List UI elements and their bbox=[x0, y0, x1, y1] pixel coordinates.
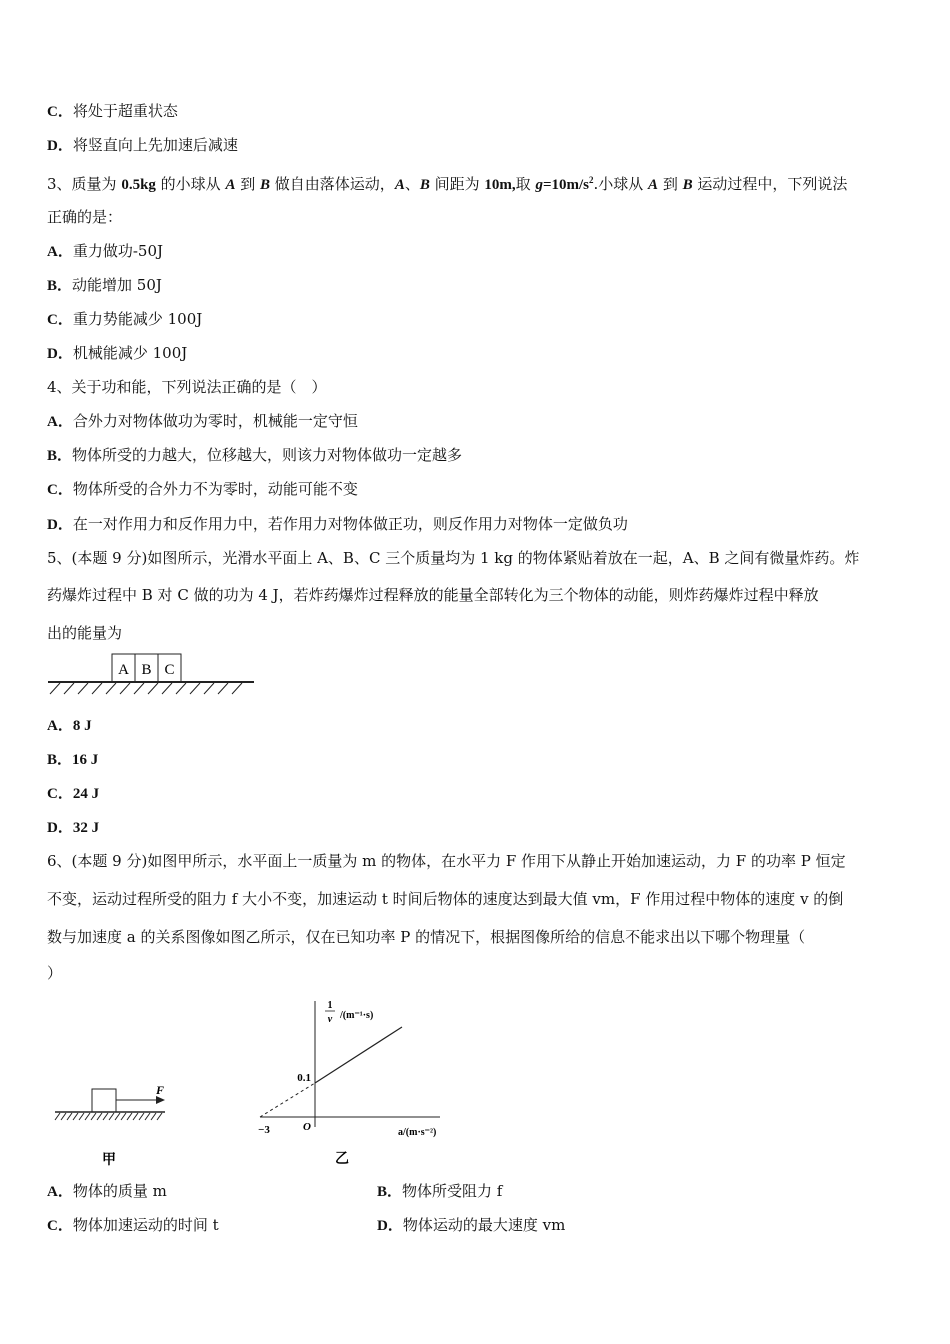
origin-label: O bbox=[303, 1121, 311, 1133]
q6-figure-yi bbox=[250, 995, 460, 1170]
q5-option-b: B．16 J bbox=[47, 752, 99, 768]
q5-option-a: A．8 J bbox=[47, 718, 92, 734]
graph-line-extension bbox=[260, 1083, 315, 1117]
q5-stem-line3: 出的能量为 bbox=[47, 624, 123, 642]
block-b-label: B bbox=[141, 662, 152, 678]
q6-stem-line3: 数与加速度 a 的关系图像如图乙所示，仅在已知功率 P 的情况下，根据图像所给的信息不能求出以下哪个物理量（ bbox=[47, 928, 806, 946]
y-label-numerator: 1 bbox=[327, 1000, 333, 1011]
q2-option-d: D．将竖直向上先加速后减速 bbox=[47, 136, 238, 154]
y-label-denominator: v bbox=[327, 1014, 333, 1025]
x-axis-label: a/(m·s⁻²) bbox=[398, 1127, 437, 1138]
q3-option-d: D．机械能减少 100J bbox=[47, 344, 188, 362]
q6-option-d: D．物体运动的最大速度 vm bbox=[377, 1216, 566, 1234]
q4-option-d: D．在一对作用力和反作用力中，若作用力对物体做正功，则反作用力对物体一定做负功 bbox=[47, 515, 628, 533]
q6-option-a: A．物体的质量 m bbox=[47, 1182, 167, 1200]
object-block bbox=[92, 1089, 116, 1112]
graph-line bbox=[315, 1027, 402, 1083]
block-c-label: C bbox=[164, 662, 175, 678]
q4-option-c: C．物体所受的合外力不为零时，动能可能不变 bbox=[47, 480, 358, 498]
x-intercept-label: −3 bbox=[258, 1124, 270, 1136]
q6-stem-line1: 6、(本题 9 分)如图甲所示，水平面上一质量为 m 的物体，在水平力 F 作用下从静止开始加速运动，力 F 的功率 P 恒定 bbox=[47, 852, 846, 870]
q6-stem-line4: ） bbox=[47, 964, 63, 982]
q6-figure-jia bbox=[52, 1082, 182, 1172]
y-axis-unit: /(m⁻¹·s) bbox=[340, 1010, 374, 1021]
q6-option-b: B．物体所受阻力 f bbox=[377, 1182, 503, 1200]
block-a-label: A bbox=[118, 662, 129, 678]
ground-hatch bbox=[50, 683, 242, 694]
q3-stem-line2: 正确的是： bbox=[47, 208, 123, 226]
q4-option-a: A．合外力对物体做功为零时，机械能一定守恒 bbox=[47, 412, 358, 430]
q5-blocks-figure bbox=[46, 652, 258, 696]
q3-stem-line1: 3、质量为 0.5kg 的小球从 A 到 B 做自由落体运动，A、B 间距为 10m,取 $g=10m/s^2$.小球从 A 到 B 运动过程中，下列说法 bbox=[47, 175, 848, 193]
q6-stem-line2: 不变，运动过程所受的阻力 f 大小不变，加速运动 t 时间后物体的速度达到最大值 vm，F 作用过程中物体的速度 v 的倒 bbox=[47, 890, 844, 908]
surface-hatch bbox=[55, 1113, 162, 1120]
q3-option-a: A．重力做功-50J bbox=[47, 242, 164, 260]
force-label: F bbox=[156, 1083, 165, 1097]
q5-option-c: C．24 J bbox=[47, 786, 100, 802]
figure-yi-caption: 乙 bbox=[335, 1152, 349, 1167]
q4-stem: 4、关于功和能，下列说法正确的是（ ） bbox=[47, 378, 327, 396]
figure-jia-caption: 甲 bbox=[102, 1153, 116, 1168]
q3-option-b: B．动能增加 50J bbox=[47, 276, 162, 294]
q3-option-c: C．重力势能减少 100J bbox=[47, 310, 203, 328]
q5-option-d: D．32 J bbox=[47, 820, 100, 836]
y-intercept-label: 0.1 bbox=[297, 1072, 311, 1084]
q6-option-c: C．物体加速运动的时间 t bbox=[47, 1216, 219, 1234]
q2-option-c: C．将处于超重状态 bbox=[47, 102, 178, 120]
arrow-head-icon bbox=[156, 1096, 165, 1104]
q4-option-b: B．物体所受的力越大，位移越大，则该力对物体做功一定越多 bbox=[47, 446, 463, 464]
q5-stem-line2: 药爆炸过程中 B 对 C 做的功为 4 J，若炸药爆炸过程释放的能量全部转化为三个物体的动能，则炸药爆炸过程中释放 bbox=[47, 586, 819, 604]
q5-stem-line1: 5、(本题 9 分)如图所示，光滑水平面上 A、B、C 三个质量均为 1 kg 的物体紧贴着放在一起，A、B 之间有微量炸药。炸 bbox=[47, 549, 860, 567]
